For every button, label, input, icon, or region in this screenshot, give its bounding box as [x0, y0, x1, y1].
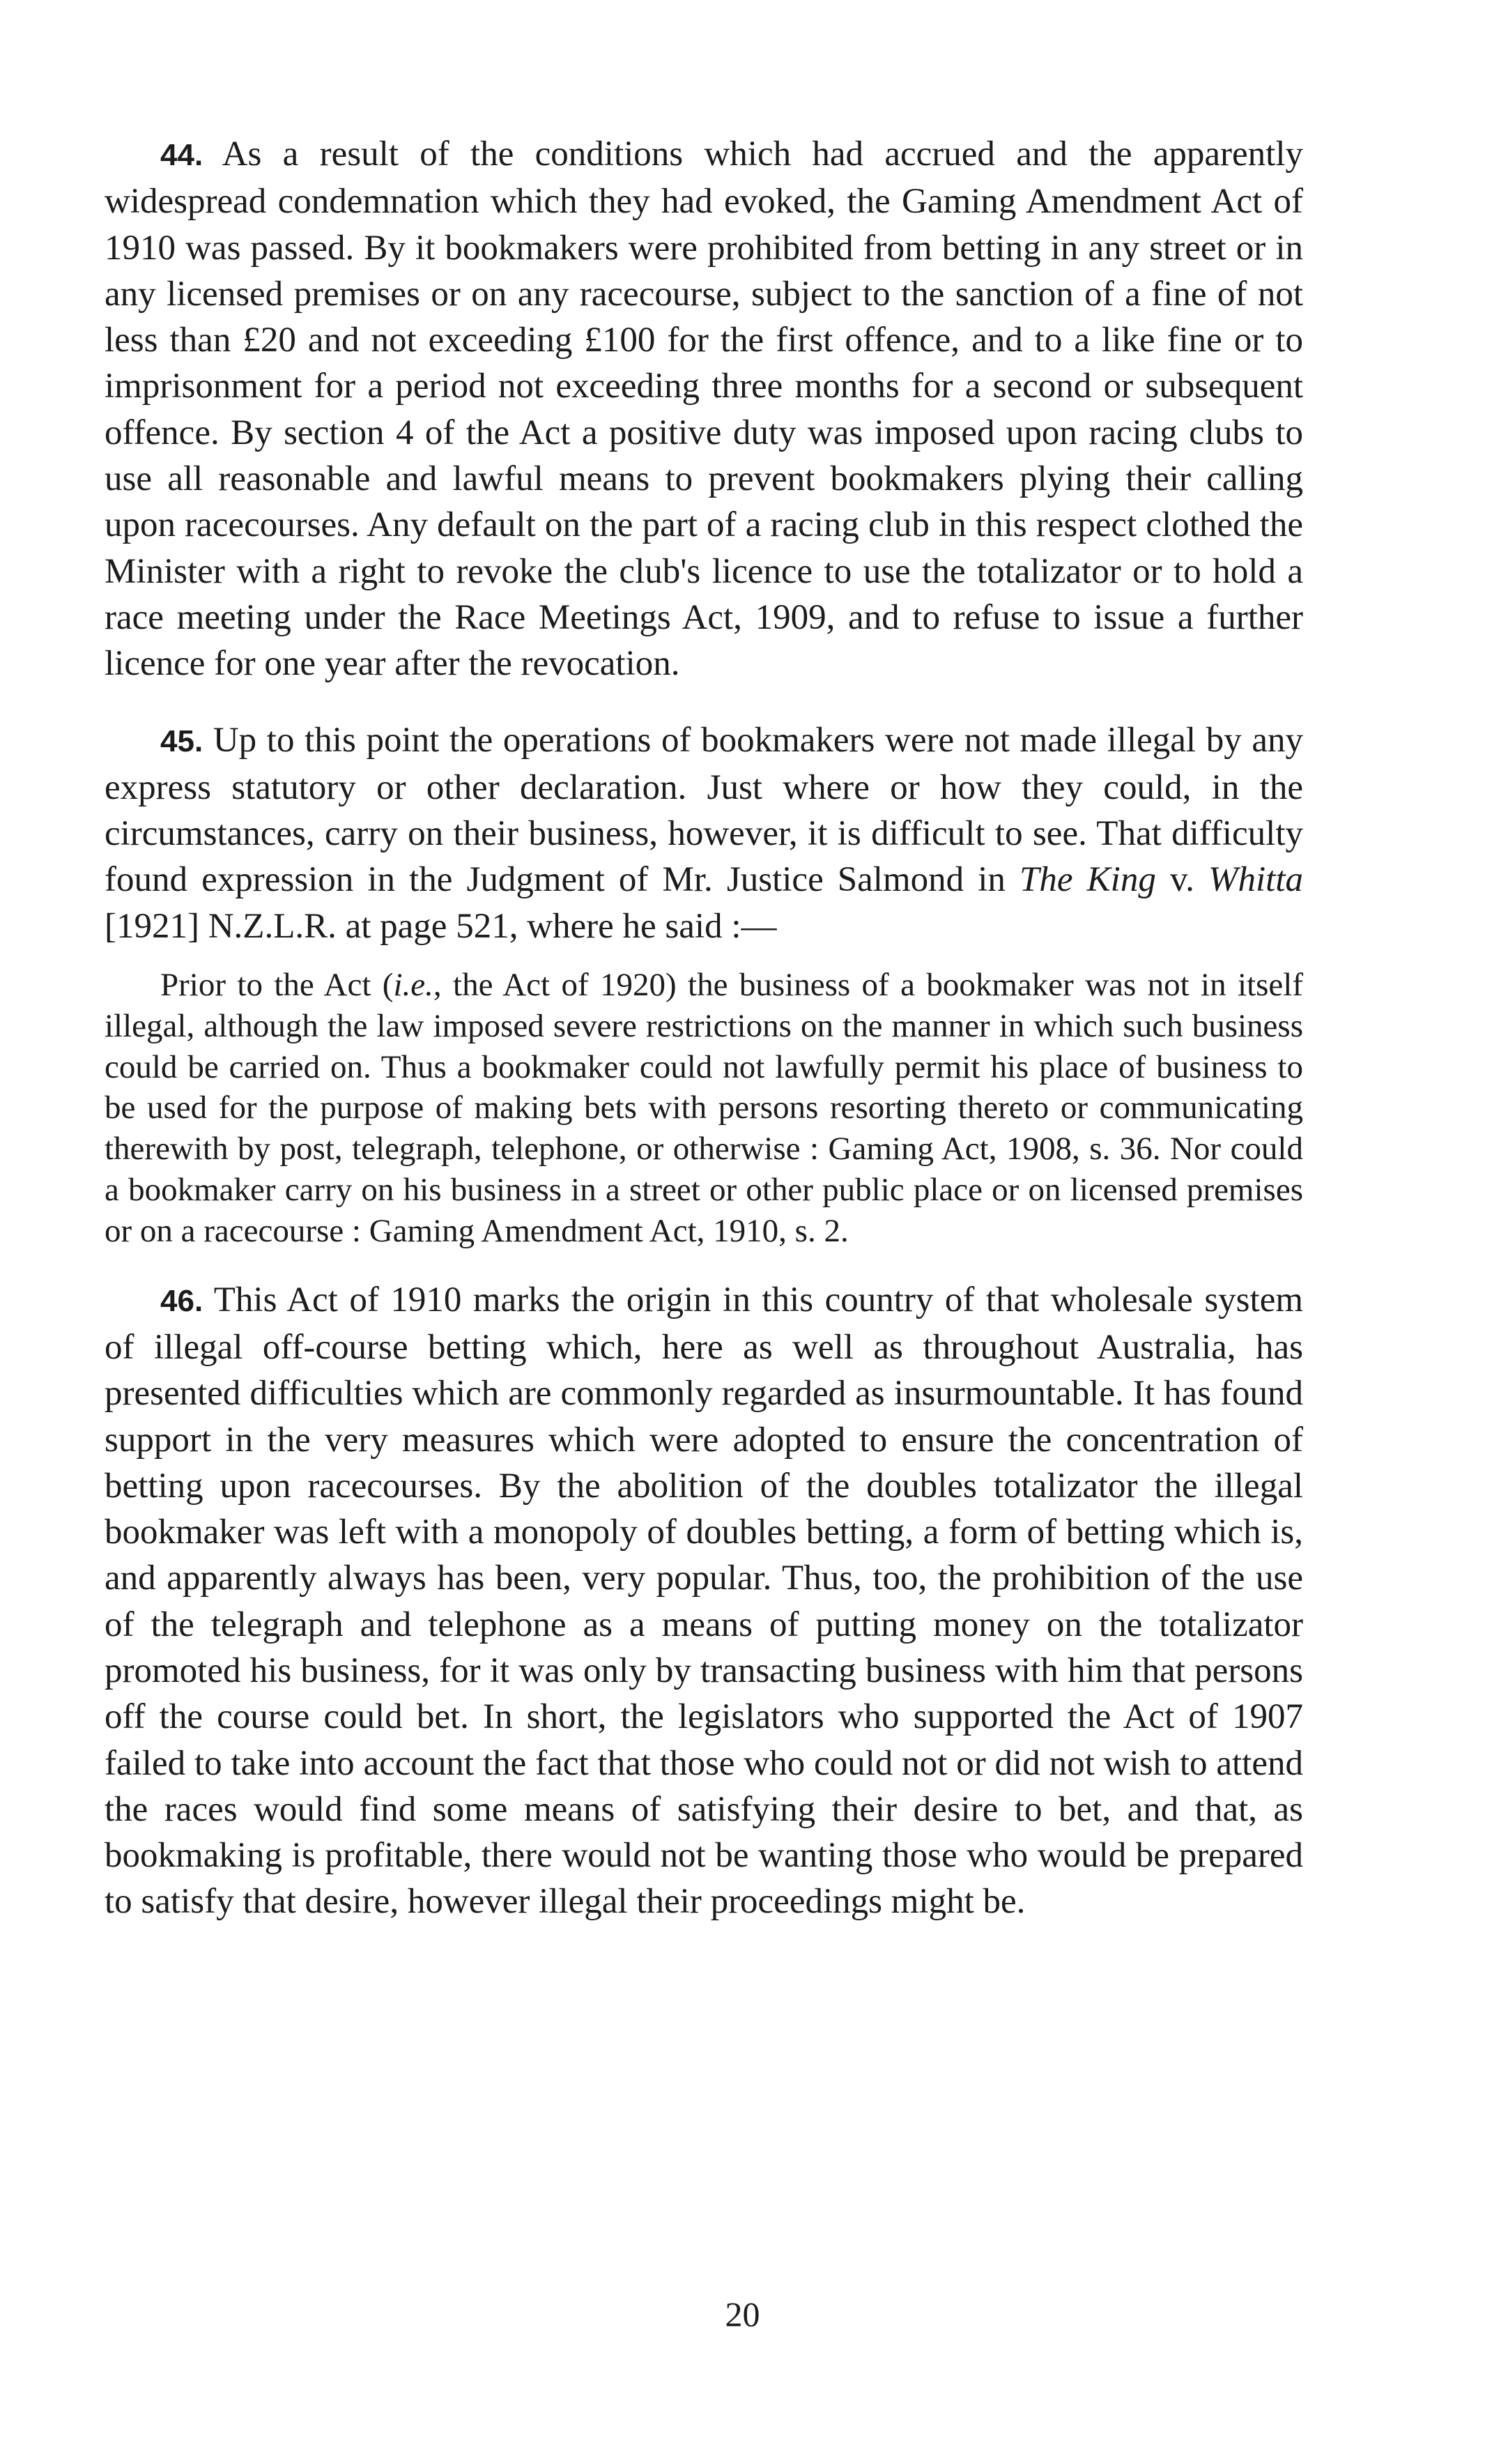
- citation-text: [1921] N.Z.L.R. at page 521, where he said :—: [105, 906, 777, 946]
- paragraph-number: 46.: [160, 1283, 203, 1318]
- quote-text-start: Prior to the Act (: [160, 967, 394, 1004]
- page-body: [105, 131, 1303, 1925]
- case-name-part-2: Whitta: [1208, 860, 1303, 900]
- page-number: 20: [725, 2295, 760, 2334]
- paragraph-text: Up to this point the operations of bookmakers were not made illegal by any express statutory or other declaration. Just where or how they could, in the circumstances, carry on their business, however, it is difficult to see. That difficulty found expression in the Judgment of Mr. Justice Salmond in: [105, 720, 1304, 900]
- case-versus: v.: [1155, 860, 1208, 900]
- paragraph-number: 44.: [160, 138, 203, 172]
- paragraph-number: 45.: [160, 724, 203, 758]
- paragraph-44: [105, 131, 1303, 687]
- case-name-part-1: The King: [1020, 860, 1156, 900]
- paragraph-46: [105, 1277, 1303, 1925]
- quote-text: , the Act of 1920) the business of a bookmaker was not in itself illegal, although the law imposed severe restrictions on the manner in which such business could be carried on. Thus a bookmaker could not lawfully permit his place of business to be used for the purpose of making bets with persons resorting thereto or communicating therewith by post, telegraph, telephone, or otherwise : Gaming Act, 1908, s. 36. Nor could a bookmaker carry on his business in a street or other public place or on licensed premises or on a racecourse : Gaming Amendment Act, 1910, s. 2.: [105, 967, 1303, 1249]
- paragraph-text: This Act of 1910 marks the origin in this country of that wholesale system of illegal off-course betting which, here as well as throughout Australia, has presented difficulties which are commonly regarded as insurmountable. It has found support in the very measures which were adopted to ensure the concentration of betting upon racecourses. By the abolition of the doubles totalizator the illegal bookmaker was left with a monopoly of doubles betting, a form of betting which is, and apparently always has been, very popular. Thus, too, the prohibition of the use of the telegraph and telephone as a means of putting money on the totalizator promoted his business, for it was only by transacting business with him that persons off the course could bet. In short, the legislators who supported the Act of 1907 failed to take into account the fact that those who could not or did not wish to attend the races would find some means of satisfying their desire to bet, and that, as bookmaking is profitable, there would not be wanting those who would be prepared to satisfy that desire, however illegal their proceedings might be.: [105, 1280, 1303, 1922]
- judgment-quote: [105, 965, 1303, 1252]
- paragraph-45: [105, 717, 1303, 949]
- quote-ie: i.e.: [393, 967, 433, 1004]
- paragraph-text: As a result of the conditions which had accrued and the apparently widespread condemnation which they had evoked, the Gaming Amendment Act of 1910 was passed. By it bookmakers were prohibited from betting in any street or in any licensed premises or on any racecourse, subject to the sanction of a fine of not less than £20 and not exceeding £100 for the first offence, and to a like fine or to imprisonment for a period not exceeding three months for a second or subsequent offence. By section 4 of the Act a positive duty was imposed upon racing clubs to use all reasonable and lawful means to prevent bookmakers plying their calling upon racecourses. Any default on the part of a racing club in this respect clothed the Minister with a right to revoke the club's licence to use the totalizator or to hold a race meeting under the Race Meetings Act, 1909, and to refuse to issue a further licence for one year after the revocation.: [105, 135, 1303, 684]
